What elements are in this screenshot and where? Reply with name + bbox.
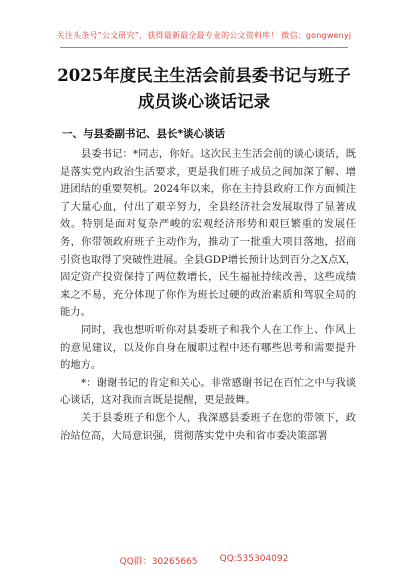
paragraph: 同时，我也想听听你对县委班子和我个人在工作上、作风上的意见建议，以及你自身在履职过程中还有哪些思考和需要提升的地方。 [60,323,356,372]
footer-qq-group: QQ群：30265665 [119,557,198,567]
paragraph: 关于县委班子和您个人，我深感县委班子在您的带领下，政治站位高，大局意识强，贯彻落实党中央和省市委决策部署 [60,411,356,442]
document-title [40,63,368,115]
header-divider [60,47,348,48]
title-line-1: 2025年度民主生活会前县委书记与班子 [57,66,351,85]
header-banner: 关注头条号“公文研究”，获得最新最全最专业的公文资料库！ 微信：gongwenyj [56,31,352,40]
footer-qq: QQ:535304092 [219,554,289,564]
document-body [60,146,356,445]
footer [0,554,408,567]
title-line-2: 成员谈心谈话记录 [138,92,270,111]
paragraph: 县委书记：*同志，你好。这次民主生活会前的谈心谈话，既是落实党内政治生活要求，更是我们班子成员之间加深了解、增进团结的重要契机。2024年以来，你在主持县政府工作方面倾注了大量心血，付出了艰辛努力，全县经济社会发展取得了显著成效。特别是面对复杂严峻的宏观经济形势和艰巨繁重的发展任务，你带领政府班子主动作为，推动了一批重大项目落地，招商引资也取得了突破性进展。全县GDP增长预计达到百分之X点X，固定资产投资保持了两位数增长，民生福祉持续改善，这些成绩来之不易，充分体现了你作为班长过硬的政治素质和驾驭全局的能力。 [60,148,356,319]
section-heading: 一、与县委副书记、县长*谈心谈话 [62,128,225,140]
paragraph: *：谢谢书记的肯定和关心。非常感谢书记在百忙之中与我谈心谈话，这对我而言既是提醒，更是鼓舞。 [60,376,356,407]
